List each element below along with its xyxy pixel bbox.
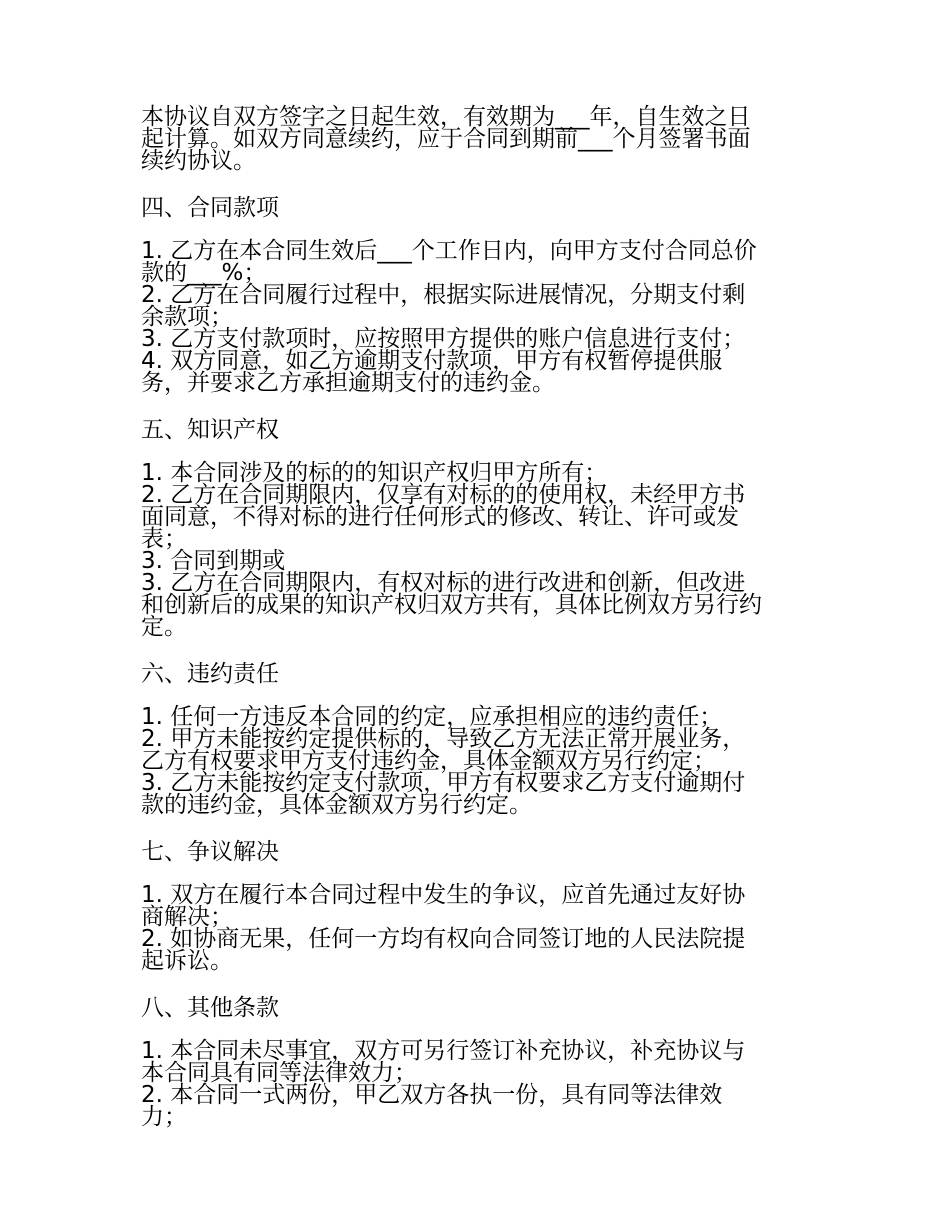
text-line: 3. 合同到期或	[141, 548, 286, 574]
text-line: 和创新后的成果的知识产权归双方共有，具体比例双方另行约	[141, 592, 762, 618]
text-line: 1. 本合同涉及的标的的知识产权归甲方所有；	[141, 460, 608, 486]
section-heading-dispute: 七、争议解决	[141, 839, 279, 865]
text-line: 2. 乙方在合同期限内，仅享有对标的的使用权，未经甲方书	[141, 482, 746, 508]
section-body-other	[141, 1040, 821, 1128]
text-line: 2. 乙方在合同履行过程中，根据实际进展情况，分期支付剩	[141, 282, 746, 308]
section-body-ip	[141, 462, 821, 638]
text-line: 1. 乙方在本合同生效后___个工作日内，向甲方支付合同总价	[141, 238, 757, 264]
text-line: 务，并要求乙方承担逾期支付的违约金。	[141, 370, 555, 396]
text-line: 3. 乙方未能按约定支付款项，甲方有权要求乙方支付逾期付	[141, 770, 746, 796]
text-line: 1. 双方在履行本合同过程中发生的争议，应首先通过友好协	[141, 882, 746, 908]
text-line: 表；	[141, 526, 187, 552]
text-line: 3. 乙方支付款项时，应按照甲方提供的账户信息进行支付；	[141, 326, 746, 352]
section-heading-other: 八、其他条款	[141, 995, 279, 1021]
text-line: 4. 双方同意，如乙方逾期支付款项，甲方有权暂停提供服	[141, 348, 723, 374]
text-line: 定。	[141, 614, 187, 640]
document-page	[141, 106, 821, 1128]
text-line: 起计算。如双方同意续约，应于合同到期前___个月签署书面	[141, 126, 751, 152]
text-line: 2. 本合同一式两份，甲乙双方各执一份，具有同等法律效	[141, 1082, 723, 1108]
text-line: 本合同具有同等法律效力；	[141, 1060, 417, 1086]
text-line: 款的违约金，具体金额双方另行约定。	[141, 792, 532, 818]
intro-paragraph	[141, 106, 821, 172]
section-heading-payment: 四、合同款项	[141, 195, 279, 221]
text-line: 力；	[141, 1104, 187, 1130]
text-line: 本协议自双方签字之日起生效，有效期为___年，自生效之日	[141, 104, 751, 130]
text-line: 余款项；	[141, 304, 233, 330]
text-line: 乙方有权要求甲方支付违约金，具体金额双方另行约定；	[141, 748, 716, 774]
text-line: 2. 如协商无果，任何一方均有权向合同签订地的人民法院提	[141, 926, 746, 952]
text-line: 1. 本合同未尽事宜，双方可另行签订补充协议，补充协议与	[141, 1038, 746, 1064]
section-heading-ip: 五、知识产权	[141, 417, 279, 443]
section-body-dispute	[141, 884, 821, 972]
text-line: 续约协议。	[141, 148, 256, 174]
section-heading-liability: 六、违约责任	[141, 661, 279, 687]
text-line: 1. 任何一方违反本合同的约定，应承担相应的违约责任；	[141, 704, 723, 730]
text-line: 款的___%；	[141, 260, 267, 286]
text-line: 3. 乙方在合同期限内，有权对标的进行改进和创新，但改进	[141, 570, 746, 596]
section-body-payment	[141, 240, 821, 394]
text-line: 商解决；	[141, 904, 233, 930]
text-line: 起诉讼。	[141, 948, 233, 974]
text-line: 2. 甲方未能按约定提供标的，导致乙方无法正常开展业务，	[141, 726, 746, 752]
text-line: 面同意，不得对标的进行任何形式的修改、转让、许可或发	[141, 504, 739, 530]
section-body-liability	[141, 706, 821, 816]
